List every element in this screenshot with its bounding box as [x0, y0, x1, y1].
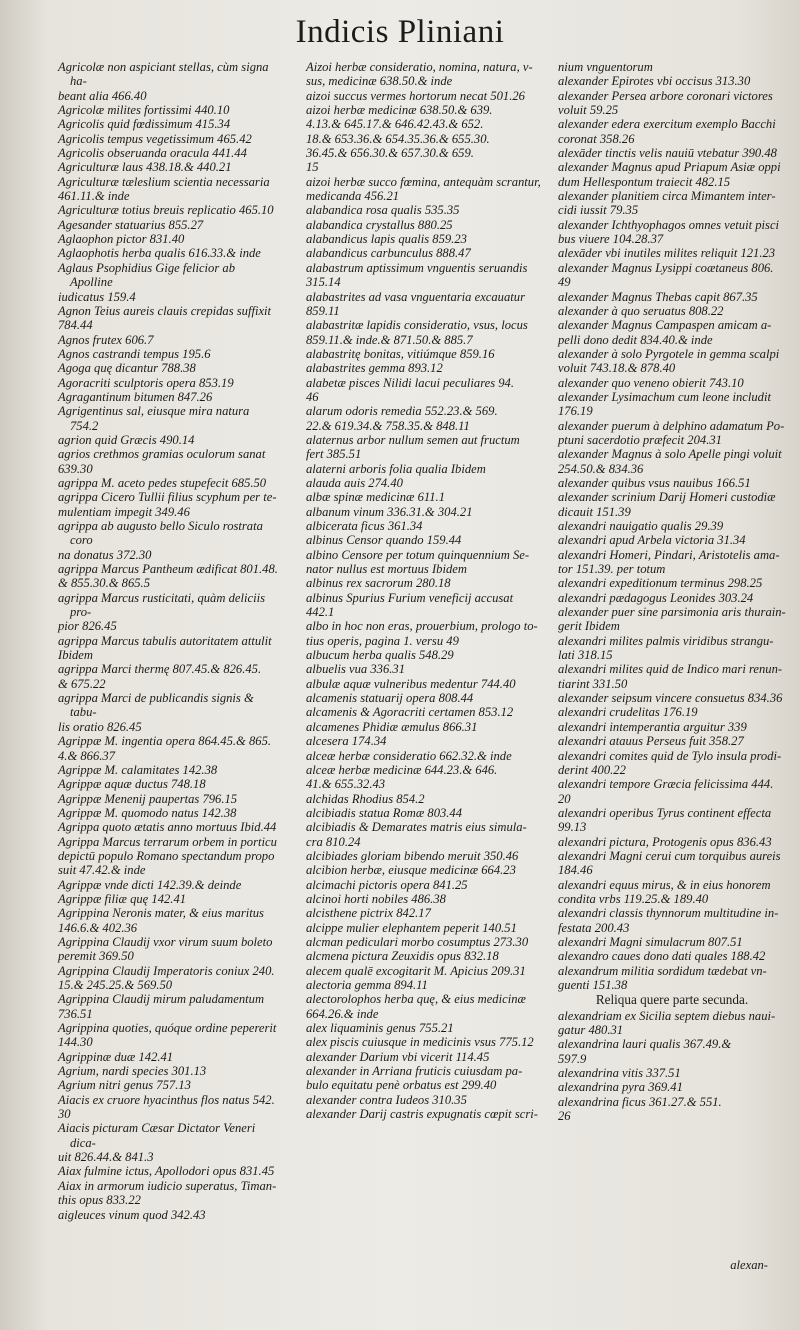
index-entry: albinus rex sacrorum 280.18 [306, 576, 451, 591]
index-entry: alcman pediculari morbo cosumptus 273.30 [306, 934, 529, 949]
index-entry: alabastritæ lapidis consideratio, vsus, locus [306, 318, 528, 333]
index-entry: Agnos frutex 606.7 [58, 332, 154, 347]
index-entry: agrippa Cicero Tullii filius scyphum per te- [58, 490, 277, 505]
index-entry: alarum odoris remedia 552.23.& 569. [306, 404, 498, 419]
index-entry: Agrippæ M. quomodo natus 142.38 [58, 805, 237, 820]
index-entry: alexander puerum à delphino adamatum Po- [558, 418, 785, 433]
index-entry: Agrippina Neronis mater, & eius maritus [58, 906, 264, 921]
index-entry: dum Hellespontum traiecit 482.15 [558, 174, 731, 189]
index-entry: Agrippæ aquæ ductus 748.18 [58, 777, 206, 792]
index-entry: Agriculturæ totius breuis replicatio 465.10 [58, 203, 274, 218]
catchword: alexan- [730, 1258, 768, 1272]
index-entry: alex piscis cuiusque in medicinis vsus 775.12 [306, 1035, 534, 1050]
index-entry: 859.11.& inde.& 871.50.& 885.7 [306, 332, 473, 347]
index-entry: alabandicus lapis qualis 859.23 [306, 232, 467, 247]
index-entry: Aglaophon pictor 831.40 [58, 232, 185, 247]
index-entry: 784.44 [58, 318, 93, 333]
index-entry: albulæ aquæ vulneribus medentur 744.40 [306, 676, 516, 691]
index-entry: Agrium, nardi species 301.13 [58, 1064, 207, 1079]
index-entry: tius operis, pagina 1. versu 49 [306, 633, 459, 648]
index-entry: Agrigentinus sal, eiusque mira natura 754.2 [58, 404, 250, 433]
index-entry: albicerata ficus 361.34 [306, 519, 423, 533]
index-entry: Agnon Teius aureis clauis crepidas suffixit [58, 303, 272, 318]
index-entry: albucum herba qualis 548.29 [306, 648, 454, 663]
index-entry: 664.26.& inde [306, 1006, 379, 1021]
index-entry: alexandri intemperantia arguitur 339 [558, 719, 747, 734]
index-entry: derint 400.22 [558, 762, 626, 777]
index-entry: albuelis vua 336.31 [306, 662, 405, 677]
index-entry: agrippa Marcus tabulis autoritatem attulit [58, 633, 272, 648]
index-entry: 4.13.& 645.17.& 646.42.43.& 652. [306, 117, 484, 132]
index-entry: pior 826.45 [58, 619, 117, 634]
index-entry: Agrippina Claudij vxor virum suum boleto [58, 934, 273, 949]
index-entry: Aiax in armorum iudicio superatus, Timan- [58, 1178, 277, 1193]
index-entry: Agricolis obseruanda oracula 441.44 [58, 146, 247, 161]
index-entry: guenti 151.38 [558, 978, 628, 992]
index-entry: Ibidem [58, 648, 93, 663]
index-entry: alexander scrinium Darij Homeri custodiæ [558, 490, 776, 505]
index-entry: alexandrina lauri qualis 367.49.& [558, 1037, 732, 1052]
index-entry: Agricolis quid fœdissimum 415.34 [58, 117, 231, 132]
index-column-3 [558, 60, 786, 1123]
index-entry: 254.50.& 834.36 [558, 461, 644, 476]
index-entry: alexander quo veneno obierit 743.10 [558, 375, 744, 390]
index-entry: 315.14 [306, 275, 341, 290]
index-entry: alexander Magnus à solo Apelle pingi voluit [558, 447, 782, 462]
index-entry: 639.30 [58, 461, 93, 476]
index-entry: alabastritę bonitas, vitiúmque 859.16 [306, 346, 495, 361]
index-entry: alexandri apud Arbela victoria 31.34 [558, 533, 746, 548]
index-entry: Agoracriti sculptoris opera 853.19 [58, 375, 234, 390]
index-entry: alcibiadis & Demarates matris eius simula- [306, 820, 527, 835]
index-entry: alexander Ichthyophagos omnes vetuit pisci [558, 217, 780, 232]
index-entry: alexandri crudelitas 176.19 [558, 705, 698, 720]
index-entry: alexandri pædagogus Leonides 303.24 [558, 590, 754, 605]
index-entry: agrippa Marci de publicandis signis & tabu- [58, 691, 254, 720]
index-entry: pelli dono dedit 834.40.& inde [558, 332, 713, 347]
index-entry: alexander edera exercitum exemplo Bacchi [558, 117, 776, 132]
index-entry: Agrippæ vnde dicti 142.39.& deinde [58, 877, 242, 892]
index-entry: lati 318.15 [558, 648, 613, 663]
index-entry: albinus Censor quando 159.44 [306, 533, 462, 548]
index-entry: alexandri pictura, Protogenis opus 836.43 [558, 834, 772, 849]
index-entry: cra 810.24 [306, 834, 361, 849]
index-entry: Agrippa Marcus terrarum orbem in porticu [58, 834, 277, 849]
index-entry: albo in hoc non eras, prouerbium, prologo to- [306, 619, 538, 634]
index-entry: alexandri expeditionum terminus 298.25 [558, 576, 763, 591]
index-entry: alcibion herbæ, eiusque medicinæ 664.23 [306, 863, 516, 878]
index-entry: alexander puer sine parsimonia aris thurain- [558, 605, 786, 620]
index-entry: alexandrina ficus 361.27.& 551. [558, 1094, 722, 1109]
index-entry: alexander Magnus apud Priapum Asiæ oppi [558, 160, 781, 175]
index-entry: Agrippina quoties, quóque ordine pepererit [58, 1021, 277, 1036]
index-entry: alecem qualē excogitarit M. Apicius 209.31 [306, 963, 526, 978]
index-entry: voluit 59.25 [558, 103, 619, 118]
index-entry: alexandri equus mirus, & in eius honorem [558, 877, 771, 892]
index-entry: alaternus arbor nullum semen aut fructum [306, 432, 520, 447]
index-entry: Aglaus Psophidius Gige felicior ab Apolline [58, 260, 236, 290]
index-entry: alex liquaminis genus 755.21 [306, 1021, 454, 1036]
index-entry: alexāder tinctis velis nauiū vtebatur 390.48 [558, 146, 777, 161]
index-entry: 22.& 619.34.& 758.35.& 848.11 [306, 418, 470, 433]
index-entry: Agriculturæ tæleslium scientia necessaria [58, 174, 270, 189]
index-entry: alexandri nauigatio qualis 29.39 [558, 519, 724, 533]
index-entry: alectorolophos herba quę, & eius medicinæ [306, 992, 526, 1007]
index-entry: agrippa Marci thermę 807.45.& 826.45. [58, 662, 262, 677]
index-entry: alauda auis 274.40 [306, 475, 403, 490]
index-column-1 [58, 60, 280, 1222]
index-entry: & 855.30.& 865.5 [58, 576, 151, 591]
index-entry: aigleuces vinum quod 342.43 [58, 1207, 206, 1222]
index-entry: alexander Epirotes vbi occisus 313.30 [558, 74, 751, 89]
index-entry: depictū populo Romano spectandum propo [58, 848, 275, 863]
index-entry: alabandica crystallus 880.25 [306, 217, 453, 232]
index-entry: bulo equitatu penè orbatus est 299.40 [306, 1078, 497, 1093]
index-entry: condita vrbs 119.25.& 189.40 [558, 891, 709, 906]
index-entry: 46 [306, 389, 319, 404]
index-entry: alexandrum militia sordidum tædebat vn- [558, 963, 767, 978]
index-entry: Agrippinæ duæ 142.41 [58, 1049, 174, 1064]
index-column-2 [306, 60, 544, 1121]
index-entry: 442.1 [306, 605, 335, 620]
index-entry: alexander à solo Pyrgotele in gemma scalpi [558, 346, 780, 361]
index-entry: alexandrina vitis 337.51 [558, 1066, 681, 1081]
index-entry: Agragantinum bitumen 847.26 [58, 389, 213, 404]
index-entry: Agriculturæ laus 438.18.& 440.21 [58, 160, 232, 175]
index-entry: 736.51 [58, 1006, 93, 1021]
index-entry: 49 [558, 275, 571, 290]
index-entry: peremit 369.50 [58, 949, 134, 964]
index-entry: Agrippæ M. calamitates 142.38 [58, 762, 218, 777]
index-entry: Agoga quę dicantur 788.38 [58, 361, 196, 376]
index-entry: 41.& 655.32.43 [306, 777, 386, 792]
index-entry: alexandri milites quid de Indico mari renun- [558, 662, 783, 677]
index-entry: alabastrites gemma 893.12 [306, 361, 443, 376]
index-entry: medicanda 456.21 [306, 189, 400, 204]
index-entry: Agricolæ non aspiciant stellas, cùm signa ha- [58, 60, 269, 89]
index-entry: alcinoi horti nobiles 486.38 [306, 891, 446, 906]
index-entry: alcibiades gloriam bibendo meruit 350.46 [306, 848, 519, 863]
index-entry: Agrippæ Menenij paupertas 796.15 [58, 791, 238, 806]
index-entry: alcesera 174.34 [306, 734, 387, 749]
index-entry: uit 826.44.& 841.3 [58, 1150, 154, 1165]
index-entry: alexandri atauus Perseus fuit 358.27 [558, 734, 744, 749]
index-entry: 26 [558, 1109, 571, 1124]
index-entry: ptuni sacerdotio præfecit 204.31 [558, 432, 722, 447]
index-entry: alabandica rosa qualis 535.35 [306, 203, 460, 218]
index-entry: 18.& 653.36.& 654.35.36.& 655.30. [306, 131, 490, 146]
index-entry: albinus Spurius Furium veneficij accusat [306, 590, 514, 605]
index-entry: 4.& 866.37 [58, 748, 116, 763]
index-entry: agrion quid Græcis 490.14 [58, 432, 195, 447]
index-entry: alexandri comites quid de Tylo insula prodi- [558, 748, 782, 763]
index-entry: tor 151.39. per totum [558, 562, 666, 577]
index-entry: Aglaophotis herba qualis 616.33.& inde [58, 246, 261, 261]
index-entry: albanum vinum 336.31.& 304.21 [306, 504, 473, 519]
index-entry: alexandri Magni simulacrum 807.51 [558, 934, 743, 949]
index-entry: alectoria gemma 894.11 [306, 978, 428, 992]
index-entry: Agrippæ M. ingentia opera 864.45.& 865. [58, 734, 272, 749]
index-entry: Agrippæ filiæ quę 142.41 [58, 891, 187, 906]
index-entry: alexandri Homeri, Pindari, Aristotelis ama- [558, 547, 780, 562]
index-entry: cidi iussit 79.35 [558, 203, 639, 218]
index-entry: alexander à quo seruatus 808.22 [558, 303, 724, 318]
index-entry: alcippe mulier elephantem peperit 140.51 [306, 920, 517, 935]
index-entry: beant alia 466.40 [58, 88, 147, 103]
index-entry: 30 [58, 1107, 71, 1122]
index-entry: 597.9 [558, 1051, 587, 1066]
index-entry: agrios crethmos gramias oculorum sanat [58, 447, 266, 462]
index-entry: 144.30 [58, 1035, 93, 1050]
index-entry: na donatus 372.30 [58, 547, 152, 562]
index-entry: coronat 358.26 [558, 131, 635, 146]
index-entry: alexandrina pyra 369.41 [558, 1080, 683, 1095]
index-entry: 15 [306, 160, 319, 175]
index-entry: alexander in Arriana fruticis cuiusdam pa- [306, 1064, 523, 1079]
index-entry: aizoi herbæ succo fœmina, antequàm scrantur, [306, 174, 541, 189]
index-entry: alabastrum aptissimum vnguentis seruandis [306, 260, 528, 275]
index-entry: sus, medicinæ 638.50.& inde [306, 74, 453, 89]
index-entry: voluit 743.18.& 878.40 [558, 361, 676, 376]
index-entry: alexandri classis thynnorum multitudine in- [558, 906, 779, 921]
index-entry: Agricolis tempus vegetissimum 465.42 [58, 131, 252, 146]
index-entry: Agrippina Claudij Imperatoris coniux 240. [58, 963, 275, 978]
index-entry: lis oratio 826.45 [58, 719, 142, 734]
index-entry: alexander planitiem circa Mimantem inter- [558, 189, 776, 204]
index-entry: 20 [558, 791, 571, 806]
index-entry: Agrippina Claudij mirum paludamentum [58, 992, 265, 1007]
index-entry: bus viuere 104.28.37 [558, 232, 664, 247]
index-entry: alexandriam ex Sicilia septem diebus naui- [558, 1008, 776, 1023]
index-entry: alexandro caues dono dati quales 188.42 [558, 949, 766, 964]
index-entry: & 675.22 [58, 676, 106, 691]
index-entry: Agnos castrandi tempus 195.6 [58, 346, 211, 361]
index-entry: 176.19 [558, 404, 593, 419]
index-entry: Aiax fulmine ictus, Apollodori opus 831.45 [58, 1164, 275, 1179]
index-entry: Aiacis ex cruore hyacinthus flos natus 542. [58, 1092, 275, 1107]
index-entry: alexander Magnus Lysippi coætaneus 806. [558, 260, 774, 275]
index-entry: nator nullus est mortuus Ibidem [306, 562, 467, 577]
index-entry: Agrippa quoto ætatis anno mortuus Ibid.44 [58, 820, 277, 835]
index-entry: alcibiadis statua Romæ 803.44 [306, 805, 463, 820]
index-entry: alcamenes Phidiæ æmulus 866.31 [306, 719, 478, 734]
index-entry: albæ spinæ medicinæ 611.1 [306, 490, 445, 505]
index-entry: alexander Magnus Campaspen amicam a- [558, 318, 772, 333]
index-entry: alexander Darij castris expugnatis cœpit scri- [306, 1107, 538, 1122]
index-entry: alexander Persea arbore coronari victores [558, 88, 773, 103]
index-entry: alcamenis statuarij opera 808.44 [306, 691, 474, 706]
index-entry: alaterni arboris folia qualia Ibidem [306, 461, 486, 476]
index-entry: alcmena pictura Zeuxidis opus 832.18 [306, 949, 499, 964]
index-entry: Agricolæ milites fortissimi 440.10 [58, 103, 230, 118]
index-entry: alchidas Rhodius 854.2 [306, 791, 425, 806]
index-entry: this opus 833.22 [58, 1193, 141, 1208]
index-entry: alabandicus carbunculus 888.47 [306, 246, 471, 261]
index-entry: gerit Ibidem [558, 619, 620, 634]
index-entry: alceæ herbæ consideratio 662.32.& inde [306, 748, 512, 763]
index-entry: dicauit 151.39 [558, 504, 631, 519]
index-entry: 184.46 [558, 863, 593, 878]
index-entry: alexander Lysimachum cum leone includit [558, 389, 771, 404]
index-entry: albino Censore per totum quinquennium Se- [306, 547, 530, 562]
index-entry: alexander seipsum vincere consuetus 834.36 [558, 691, 783, 706]
index-entry: alcamenis & Agoracriti certamen 853.12 [306, 705, 514, 720]
index-entry: Aizoi herbæ consideratio, nomina, natura, v- [306, 60, 533, 74]
index-entry: agrippa Marcus rusticitati, quàm deliciis pro- [58, 590, 265, 620]
index-entry: alabetæ pisces Nilidi lacui peculiares 94. [306, 375, 515, 390]
index-entry: alexander Darium vbi vicerit 114.45 [306, 1049, 490, 1064]
running-head: Indicis Pliniani [295, 14, 505, 50]
index-entry: Aiacis picturam Cæsar Dictator Veneri dica- [58, 1121, 256, 1150]
index-entry: mulentiam impegit 349.46 [58, 504, 190, 519]
index-entry: fert 385.51 [306, 447, 362, 462]
index-entry: alceæ herbæ medicinæ 644.23.& 646. [306, 762, 498, 777]
index-entry: agrippa Marcus Pantheum ædificat 801.48. [58, 562, 278, 577]
index-entry: suit 47.42.& inde [58, 863, 146, 878]
index-entry: alabastrites ad vasa vnguentaria excauatur [306, 289, 525, 304]
index-entry: aizoi succus vermes hortorum necat 501.26 [306, 88, 525, 103]
index-entry: alexandri operibus Tyrus continent effecta [558, 805, 772, 820]
index-entry: 859.11 [306, 303, 340, 318]
index-entry: gatur 480.31 [558, 1023, 624, 1038]
cross-reference-note: Reliqua quere parte secunda. [595, 992, 749, 1008]
index-entry: iudicatus 159.4 [58, 289, 136, 304]
index-entry: alexāder vbi inutiles milites reliquit 121.23 [558, 246, 776, 261]
index-entry: alcisthene pictrix 842.17 [306, 906, 431, 921]
index-entry: alexandri tempore Græcia felicissima 444. [558, 777, 774, 792]
index-entry: Agrium nitri genus 757.13 [58, 1078, 191, 1093]
index-entry: 36.45.& 656.30.& 657.30.& 659. [306, 146, 474, 161]
index-entry: alcimachi pictoris opera 841.25 [306, 877, 468, 892]
index-entry: nium vnguentorum [558, 60, 653, 74]
index-entry: aizoi herbæ medicinæ 638.50.& 639. [306, 103, 493, 118]
index-entry: Agesander statuarius 855.27 [58, 217, 204, 232]
index-entry: 461.11.& inde [58, 189, 130, 204]
index-entry: 99.13 [558, 820, 587, 835]
index-entry: alexander quibus vsus nauibus 166.51 [558, 475, 751, 490]
index-entry: alexandri milites palmis viridibus strangu- [558, 633, 774, 648]
index-entry: alexander Magnus Thebas capit 867.35 [558, 289, 758, 304]
index-entry: 146.6.& 402.36 [58, 920, 138, 935]
index-entry: agrippa M. aceto pedes stupefecit 685.50 [58, 475, 267, 490]
index-entry: 15.& 245.25.& 569.50 [58, 978, 173, 992]
index-entry: tiarint 331.50 [558, 676, 628, 691]
index-entry: agrippa ab augusto bello Siculo rostrata coro [58, 519, 263, 548]
index-entry: festata 200.43 [558, 920, 630, 935]
index-entry: alexander contra Iudeos 310.35 [306, 1092, 467, 1107]
index-entry: alexandri Magni cerui cum torquibus aureis [558, 848, 781, 863]
